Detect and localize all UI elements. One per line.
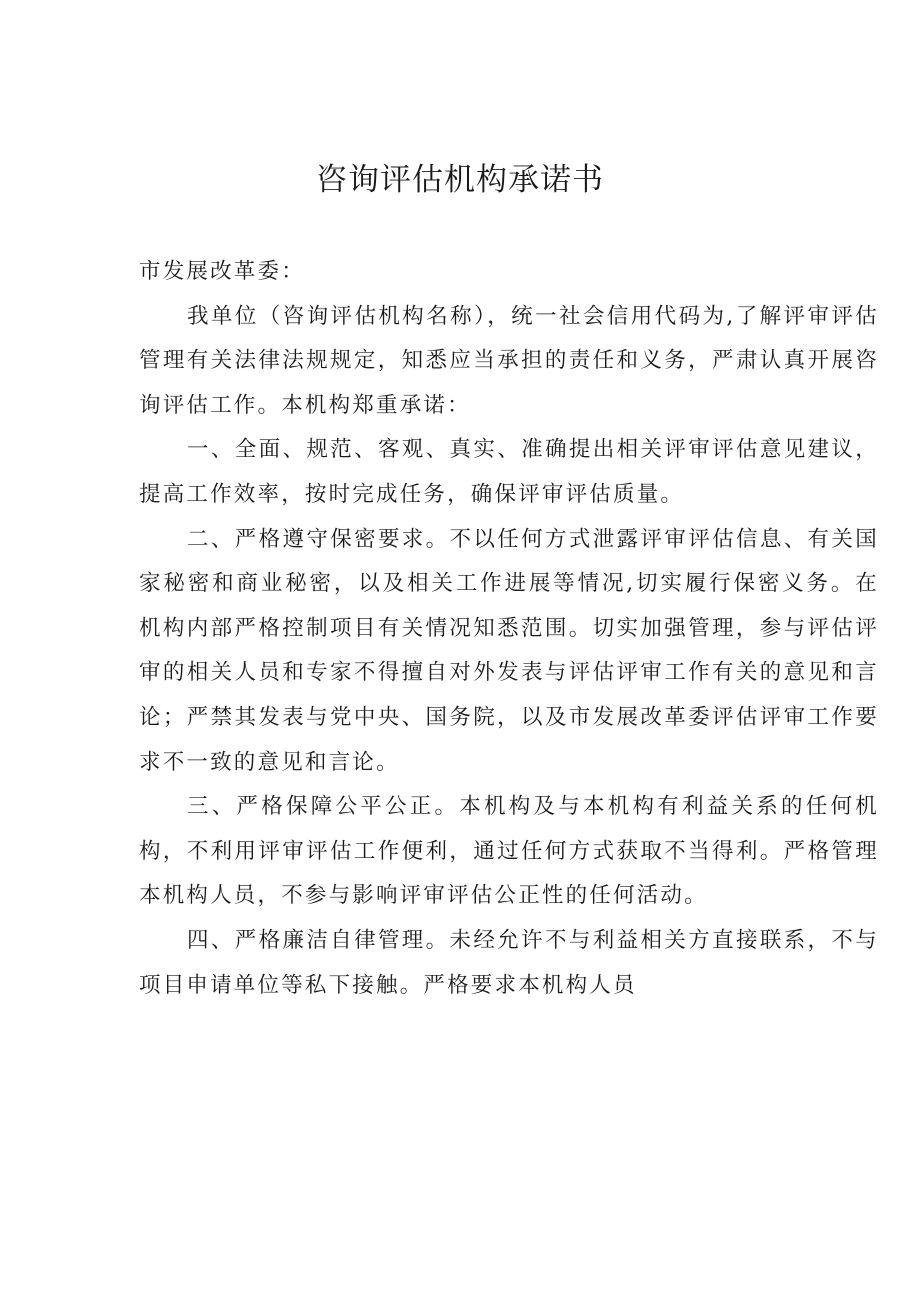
paragraph-item-4: 四、严格廉洁自律管理。未经允许不与利益相关方直接联系，不与项目申请单位等私下接触。严格要求本机构人员: [139, 927, 879, 998]
document-title: 咨询评估机构承诺书: [316, 162, 604, 198]
document-body: [139, 250, 879, 1008]
paragraph-item-1: 一、全面、规范、客观、真实、准确提出相关评审评估意见建议，提高工作效率，按时完成任务，确保评审评估质量。: [139, 437, 879, 507]
salutation: 市发展改革委：: [139, 259, 305, 284]
paragraph-intro: 我单位（咨询评估机构名称），统一社会信用代码为,了解评审评估管理有关法律法规规定，知悉应当承担的责任和义务，严肃认真开展咨询评估工作。本机构郑重承诺：: [139, 303, 879, 418]
paragraph-item-2: 二、严格遵守保密要求。不以任何方式泄露评审评估信息、有关国家秘密和商业秘密，以及相关工作进展等情况,切实履行保密义务。在机构内部严格控制项目有关情况知悉范围。切实加强管理，参与评估评审的相关人员和专家不得擅自对外发表与评估评审工作有关的意见和言论；严禁其发表与党中央、国务院，以及市发展改革委评估评审工作要求不一致的意见和言论。: [139, 526, 879, 775]
paragraph-item-3: 三、严格保障公平公正。本机构及与本机构有利益关系的任何机构，不利用评审评估工作便利，通过任何方式获取不当得利。严格管理本机构人员，不参与影响评审评估公正性的任何活动。: [139, 794, 879, 909]
